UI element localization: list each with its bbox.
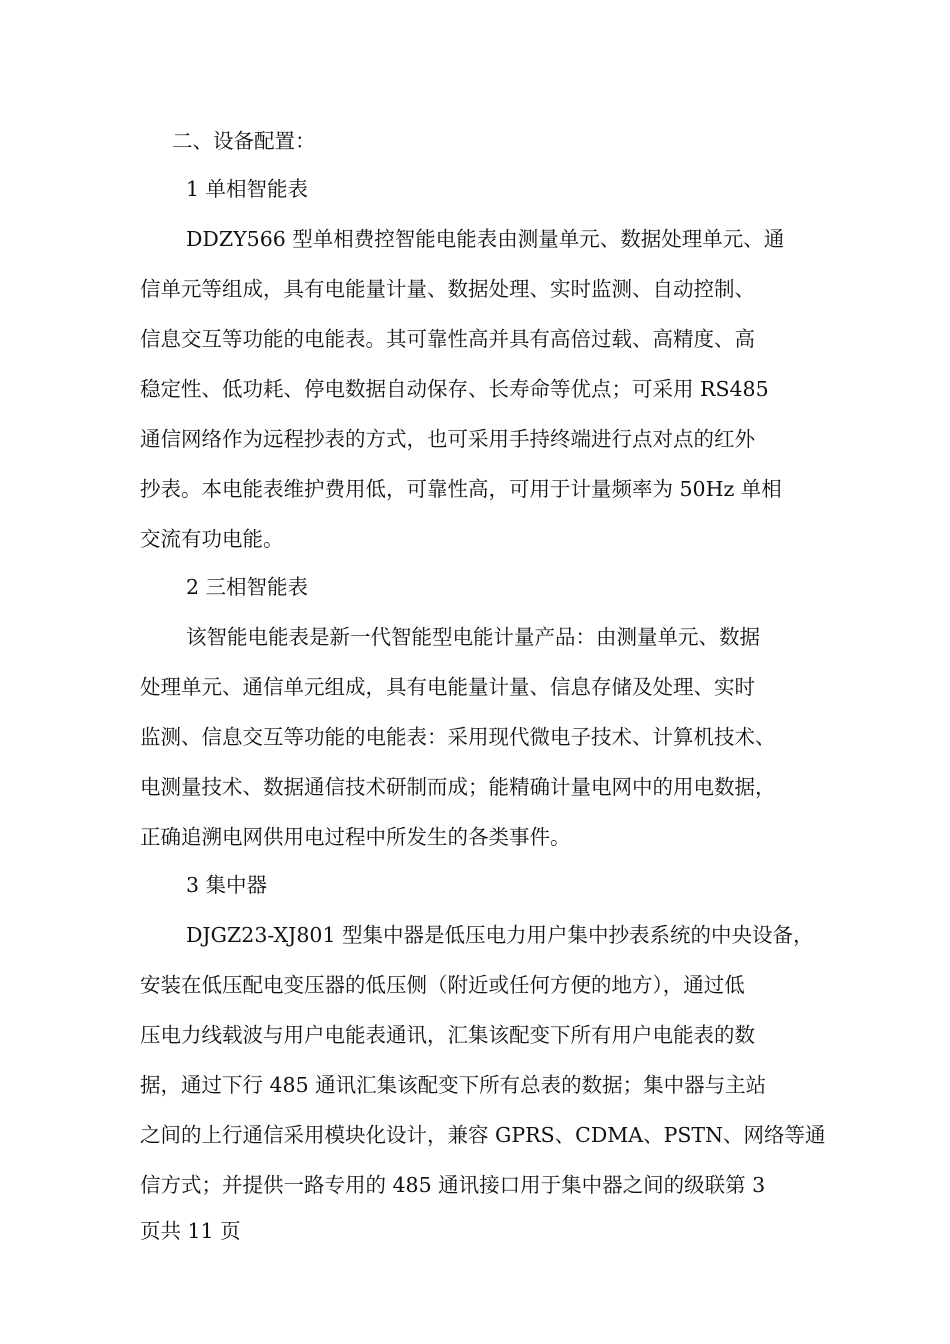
page-number-footer: 页共 11 页 <box>140 1219 241 1243</box>
paragraph-line: 通信网络作为远程抄表的方式，也可采用手持终端进行点对点的红外 <box>140 427 755 451</box>
paragraph-line: 信方式；并提供一路专用的 485 通讯接口用于集中器之间的级联第 3 <box>140 1173 766 1197</box>
paragraph-line: 信息交互等功能的电能表。其可靠性高并具有高倍过载、高精度、高 <box>140 327 755 351</box>
subsection-heading-2: 2 三相智能表 <box>186 575 309 599</box>
paragraph-line: 正确追溯电网供用电过程中所发生的各类事件。 <box>140 825 571 849</box>
paragraph-line: 监测、信息交互等功能的电能表：采用现代微电子技术、计算机技术、 <box>140 725 776 749</box>
paragraph-line: 交流有功电能。 <box>140 527 284 551</box>
paragraph-line: 稳定性、低功耗、停电数据自动保存、长寿命等优点；可采用 RS485 <box>140 377 769 401</box>
paragraph-line: 压电力线载波与用户电能表通讯，汇集该配变下所有用户电能表的数 <box>140 1023 755 1047</box>
paragraph-line: 该智能电能表是新一代智能型电能计量产品：由测量单元、数据 <box>186 625 760 649</box>
paragraph-line: 之间的上行通信采用模块化设计，兼容 GPRS、CDMA、PSTN、网络等通 <box>140 1123 826 1147</box>
subsection-heading-1: 1 单相智能表 <box>186 177 309 201</box>
paragraph-line: 信单元等组成，具有电能量计量、数据处理、实时监测、自动控制、 <box>140 277 755 301</box>
section-title: 二、设备配置： <box>172 129 316 153</box>
paragraph-line: 安装在低压配电变压器的低压侧（附近或任何方便的地方），通过低 <box>140 973 745 997</box>
paragraph-line: 据，通过下行 485 通讯汇集该配变下所有总表的数据；集中器与主站 <box>140 1073 767 1097</box>
paragraph-line: 电测量技术、数据通信技术研制而成；能精确计量电网中的用电数据， <box>140 775 776 799</box>
paragraph-line: DJGZ23-XJ801 型集中器是低压电力用户集中抄表系统的中央设备， <box>186 923 814 947</box>
paragraph-line: DDZY566 型单相费控智能电能表由测量单元、数据处理单元、通 <box>186 227 785 251</box>
paragraph-line: 处理单元、通信单元组成，具有电能量计量、信息存储及处理、实时 <box>140 675 755 699</box>
subsection-heading-3: 3 集中器 <box>186 873 268 897</box>
paragraph-line: 抄表。本电能表维护费用低，可靠性高，可用于计量频率为 50Hz 单相 <box>140 477 782 501</box>
